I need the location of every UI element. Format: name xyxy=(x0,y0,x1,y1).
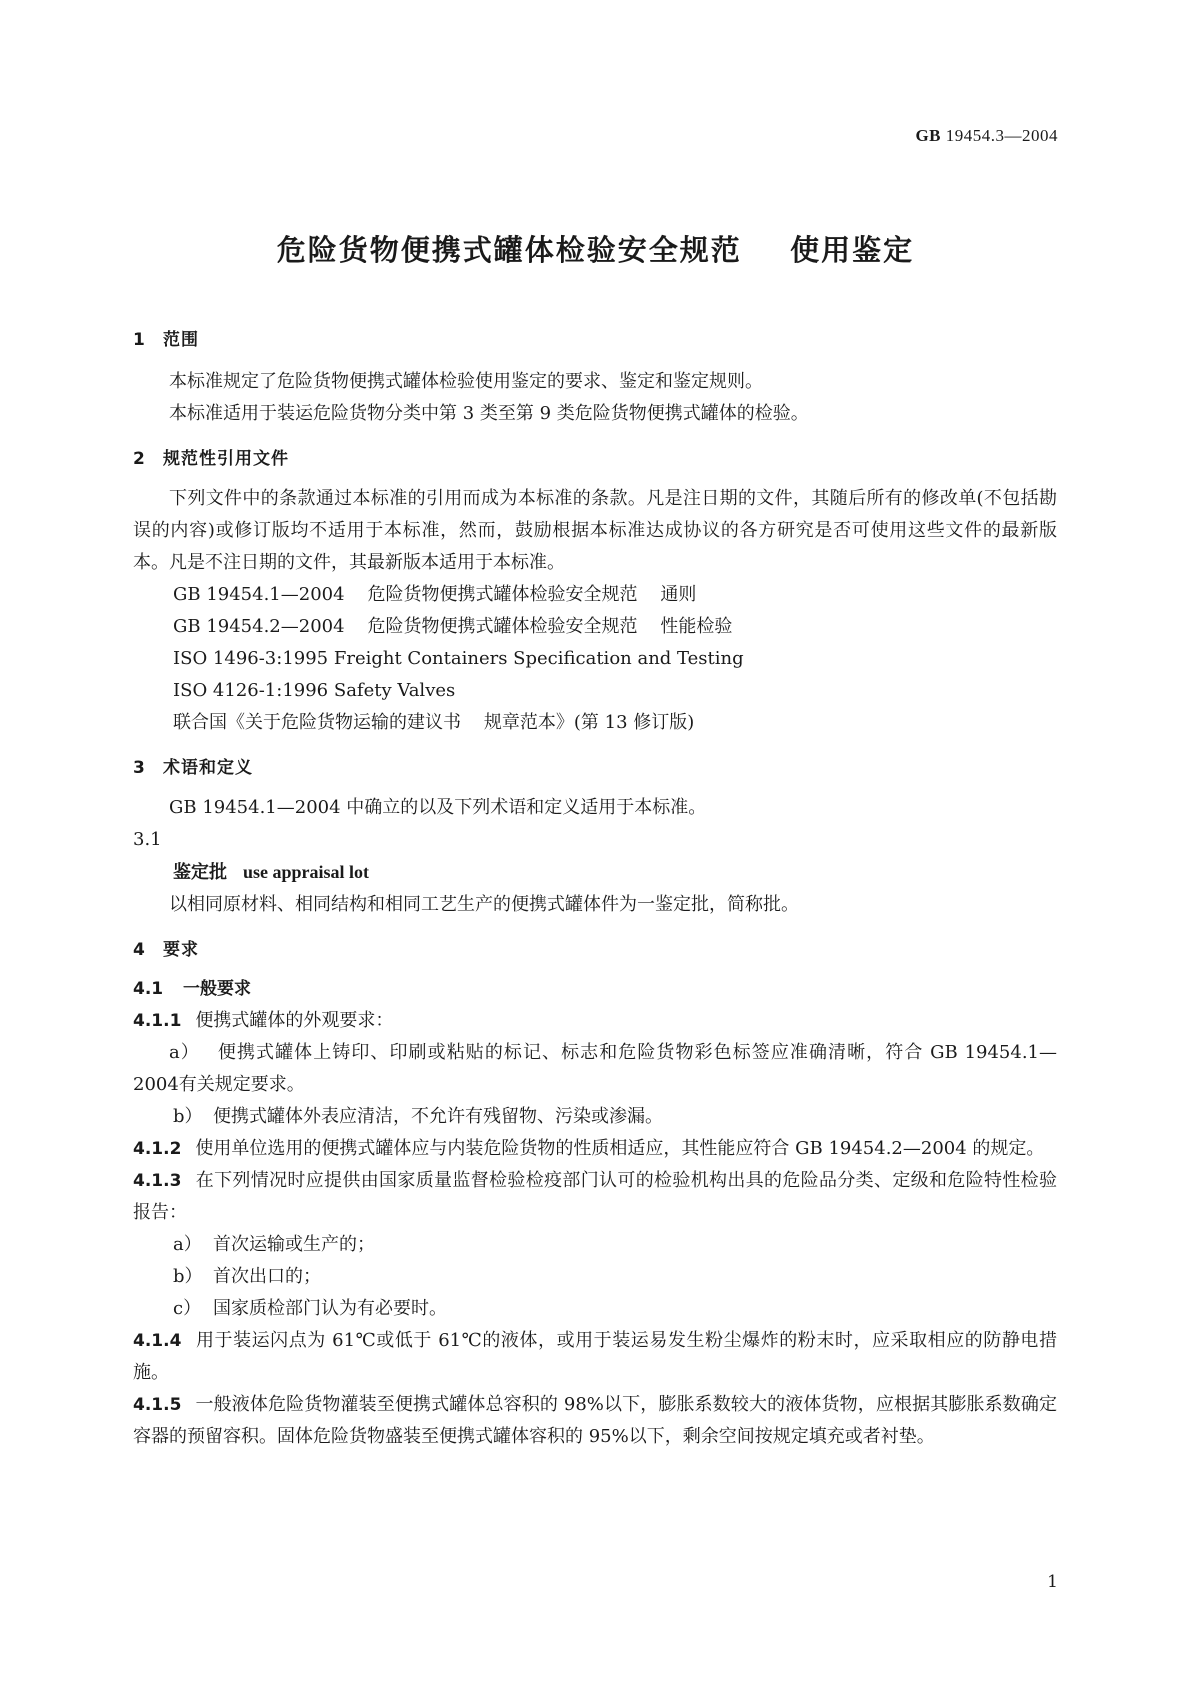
section-1-paragraph-2: 本标准适用于装运危险货物分类中第 3 类至第 9 类危险货物便携式罐体的检验。 xyxy=(169,403,809,424)
normative-reference: ISO 4126-1:1996 Safety Valves xyxy=(173,680,456,701)
clause-4-1-3-item-b: b） 首次出口的； xyxy=(173,1266,321,1287)
clause-4-1-4: 4.1.4 用于装运闪点为 61℃或低于 61℃的液体，或用于装运易发生粉尘爆炸的粉末时，应采取相应的防静电措施。 xyxy=(133,1330,1057,1383)
standard-prefix: GB xyxy=(915,126,941,145)
standard-code xyxy=(915,126,1058,146)
section-4-1-heading: 4.1 一般要求 xyxy=(133,979,251,999)
section-2-heading: 2 规范性引用文件 xyxy=(133,449,289,469)
normative-reference: 联合国《关于危险货物运输的建议书 规章范本》(第 13 修订版) xyxy=(173,712,695,733)
section-1-heading: 1 范围 xyxy=(133,330,199,350)
clause-4-1-2: 4.1.2 使用单位选用的便携式罐体应与内装危险货物的性质相适应，其性能应符合 GB 19454.2—2004 的规定。 xyxy=(133,1138,1045,1159)
section-2-paragraph: 下列文件中的条款通过本标准的引用而成为本标准的条款。凡是注日期的文件，其随后所有的修改单(不包括勘误的内容)或修订版均不适用于本标准，然而，鼓励根据本标准达成协议的各方研究是否可使用这些文件的最新版本。凡是不注日期的文件，其最新版本适用于本标准。 xyxy=(133,488,1057,573)
document-title: 危险货物便携式罐体检验安全规范 使用鉴定 xyxy=(276,233,915,267)
clause-4-1-3-item-c: c） 国家质检部门认为有必要时。 xyxy=(173,1298,447,1319)
term-english: use appraisal lot xyxy=(243,862,370,882)
clause-4-1-3-item-a: a） 首次运输或生产的； xyxy=(173,1234,375,1255)
term-3-1-number: 3.1 xyxy=(133,829,162,850)
term-3-1-definition: 以相同原材料、相同结构和相同工艺生产的便携式罐体件为一鉴定批，简称批。 xyxy=(169,894,799,915)
normative-reference: GB 19454.2—2004 危险货物便携式罐体检验安全规范 性能检验 xyxy=(173,616,733,637)
page-number: 1 xyxy=(1047,1572,1058,1592)
clause-4-1-3: 4.1.3 在下列情况时应提供由国家质量监督检验检疫部门认可的检验机构出具的危险品分类、定级和危险特性检验报告： xyxy=(133,1170,1057,1223)
document-body xyxy=(133,325,1057,1453)
clause-4-1-1-item-b: b） 便携式罐体外表应清洁，不允许有残留物、污染或渗漏。 xyxy=(173,1106,663,1127)
clause-4-1-5: 4.1.5 一般液体危险货物灌装至便携式罐体总容积的 98%以下，膨胀系数较大的液体货物，应根据其膨胀系数确定容器的预留容积。固体危险货物盛装至便携式罐体容积的 95%以下，剩余空间按规定填充或者衬垫。 xyxy=(133,1394,1057,1447)
section-3-paragraph: GB 19454.1—2004 中确立的以及下列术语和定义适用于本标准。 xyxy=(169,797,707,818)
term-3-1-label xyxy=(133,856,1057,889)
section-1-paragraph-1: 本标准规定了危险货物便携式罐体检验使用鉴定的要求、鉴定和鉴定规则。 xyxy=(169,371,763,392)
normative-reference: ISO 1496-3:1995 Freight Containers Specification and Testing xyxy=(173,648,744,669)
normative-reference: GB 19454.1—2004 危险货物便携式罐体检验安全规范 通则 xyxy=(173,584,697,605)
standard-number: 19454.3—2004 xyxy=(945,126,1058,145)
section-4-heading: 4 要求 xyxy=(133,940,199,960)
term-chinese: 鉴定批 xyxy=(173,862,227,883)
clause-4-1-1: 4.1.1 便携式罐体的外观要求： xyxy=(133,1010,394,1031)
section-3-heading: 3 术语和定义 xyxy=(133,758,253,778)
clause-4-1-1-item-a: a） 便携式罐体上铸印、印刷或粘贴的标记、标志和危险货物彩色标签应准确清晰，符合 GB 19454.1—2004有关规定要求。 xyxy=(133,1042,1058,1095)
